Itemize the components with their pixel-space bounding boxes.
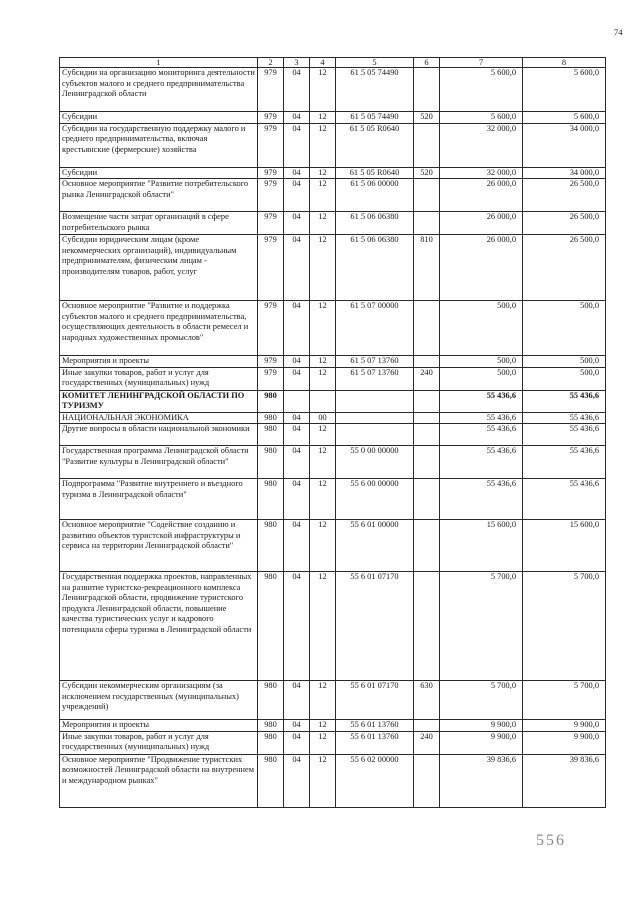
ved-cell: 980 — [258, 479, 284, 520]
pr-cell: 12 — [310, 720, 336, 732]
ved-cell: 980 — [258, 754, 284, 807]
vr-cell — [414, 572, 440, 681]
sum-2018-cell: 34 000,0 — [523, 123, 606, 167]
vr-cell — [414, 123, 440, 167]
sum-2017-cell: 32 000,0 — [440, 167, 523, 179]
csr-cell: 55 0 00 00000 — [336, 446, 414, 479]
sum-2017-cell: 26 000,0 — [440, 212, 523, 235]
sum-2017-cell: 500,0 — [440, 301, 523, 356]
table-row — [60, 212, 606, 235]
page-number: 74 — [614, 27, 623, 37]
sum-2018-cell: 5 600,0 — [523, 112, 606, 124]
sum-2017-cell: 500,0 — [440, 367, 523, 390]
sum-2017-cell: 55 436,6 — [440, 479, 523, 520]
rz-cell: 04 — [284, 123, 310, 167]
table-row — [60, 301, 606, 356]
header-cell: 3 — [284, 58, 310, 68]
row-name-cell: Государственная поддержка проектов, направленных на развитие туристско-рекреационного комплекса Ленинградской области, продвижение туристского продукта Ленинградской области, повышение качества туристических услуг и кадрового потенциала сферы туризма в Ленинградской области — [60, 572, 258, 681]
rz-cell: 04 — [284, 179, 310, 212]
ved-cell: 980 — [258, 681, 284, 720]
pr-cell: 12 — [310, 123, 336, 167]
sum-2017-cell: 39 836,6 — [440, 754, 523, 807]
vr-cell — [414, 68, 440, 112]
sum-2018-cell: 500,0 — [523, 301, 606, 356]
ved-cell: 979 — [258, 68, 284, 112]
csr-cell: 55 6 00 00000 — [336, 479, 414, 520]
header-cell: 4 — [310, 58, 336, 68]
ved-cell: 979 — [258, 167, 284, 179]
table-row — [60, 167, 606, 179]
table-row — [60, 68, 606, 112]
pr-cell: 12 — [310, 112, 336, 124]
sum-2017-cell: 26 000,0 — [440, 179, 523, 212]
sum-2017-cell: 55 436,6 — [440, 390, 523, 412]
vr-cell — [414, 412, 440, 424]
table-row — [60, 123, 606, 167]
csr-cell: 61 5 05 74490 — [336, 112, 414, 124]
sum-2017-cell: 15 600,0 — [440, 520, 523, 572]
sum-2018-cell: 39 836,6 — [523, 754, 606, 807]
header-cell: 1 — [60, 58, 258, 68]
row-name-cell: Субсидии на организацию мониторинга деятельности субъектов малого и среднего предпринимательства Ленинградской области — [60, 68, 258, 112]
csr-cell: 55 6 01 13760 — [336, 731, 414, 754]
vr-cell — [414, 720, 440, 732]
table-row — [60, 367, 606, 390]
ved-cell: 979 — [258, 235, 284, 301]
csr-cell: 55 6 01 07170 — [336, 572, 414, 681]
csr-cell: 61 5 06 06380 — [336, 212, 414, 235]
csr-cell: 55 6 01 00000 — [336, 520, 414, 572]
row-name-cell: Мероприятия и проекты — [60, 720, 258, 732]
csr-cell: 61 5 07 00000 — [336, 301, 414, 356]
rz-cell: 04 — [284, 720, 310, 732]
sum-2017-cell: 5 700,0 — [440, 681, 523, 720]
rz-cell: 04 — [284, 446, 310, 479]
rz-cell: 04 — [284, 235, 310, 301]
sum-2018-cell: 55 436,6 — [523, 446, 606, 479]
pr-cell: 12 — [310, 520, 336, 572]
header-cell: 5 — [336, 58, 414, 68]
sum-2018-cell: 26 500,0 — [523, 235, 606, 301]
vr-cell — [414, 356, 440, 368]
sum-2017-cell: 55 436,6 — [440, 446, 523, 479]
table-row — [60, 681, 606, 720]
sum-2017-cell: 26 000,0 — [440, 235, 523, 301]
rz-cell: 04 — [284, 68, 310, 112]
row-name-cell: Другие вопросы в области национальной экономики — [60, 424, 258, 446]
vr-cell — [414, 390, 440, 412]
header-cell: 6 — [414, 58, 440, 68]
rz-cell: 04 — [284, 356, 310, 368]
rz-cell — [284, 390, 310, 412]
pr-cell: 12 — [310, 754, 336, 807]
header-cell: 7 — [440, 58, 523, 68]
ved-cell: 980 — [258, 572, 284, 681]
row-name-cell: НАЦИОНАЛЬНАЯ ЭКОНОМИКА — [60, 412, 258, 424]
pr-cell: 12 — [310, 167, 336, 179]
ved-cell: 980 — [258, 390, 284, 412]
table-row — [60, 112, 606, 124]
sum-2017-cell: 5 600,0 — [440, 112, 523, 124]
csr-cell — [336, 412, 414, 424]
rz-cell: 04 — [284, 412, 310, 424]
csr-cell: 61 5 06 00000 — [336, 179, 414, 212]
row-name-cell: Государственная программа Ленинградской области "Развитие культуры в Ленинградской области" — [60, 446, 258, 479]
ved-cell: 980 — [258, 731, 284, 754]
pr-cell — [310, 390, 336, 412]
table-row — [60, 754, 606, 807]
pr-cell: 12 — [310, 681, 336, 720]
vr-cell: 630 — [414, 681, 440, 720]
pr-cell: 12 — [310, 235, 336, 301]
rz-cell: 04 — [284, 424, 310, 446]
table-row — [60, 412, 606, 424]
rz-cell: 04 — [284, 301, 310, 356]
ved-cell: 979 — [258, 212, 284, 235]
ved-cell: 979 — [258, 356, 284, 368]
row-name-cell: КОМИТЕТ ЛЕНИНГРАДСКОЙ ОБЛАСТИ ПО ТУРИЗМУ — [60, 390, 258, 412]
table-row — [60, 731, 606, 754]
row-name-cell: Субсидии — [60, 167, 258, 179]
table-row — [60, 179, 606, 212]
vr-cell: 520 — [414, 112, 440, 124]
pr-cell: 12 — [310, 68, 336, 112]
table-row — [60, 390, 606, 412]
vr-cell: 520 — [414, 167, 440, 179]
ved-cell: 979 — [258, 123, 284, 167]
sum-2017-cell: 55 436,6 — [440, 424, 523, 446]
row-name-cell: Основное мероприятие "Развитие и поддержка субъектов малого и среднего предпринимательства, осуществляющих деятельность в области ремесел и народных художественных промыслов" — [60, 301, 258, 356]
csr-cell — [336, 424, 414, 446]
pr-cell: 12 — [310, 356, 336, 368]
row-name-cell: Субсидии некоммерческим организациям (за исключением государственных (муниципальных) учреждений) — [60, 681, 258, 720]
table-row — [60, 356, 606, 368]
vr-cell — [414, 754, 440, 807]
budget-table — [59, 57, 606, 808]
rz-cell: 04 — [284, 754, 310, 807]
table-row — [60, 235, 606, 301]
vr-cell — [414, 446, 440, 479]
vr-cell: 240 — [414, 367, 440, 390]
ved-cell: 979 — [258, 301, 284, 356]
vr-cell — [414, 301, 440, 356]
pr-cell: 12 — [310, 367, 336, 390]
sum-2018-cell: 500,0 — [523, 367, 606, 390]
sum-2018-cell: 5 600,0 — [523, 68, 606, 112]
vr-cell — [414, 479, 440, 520]
pr-cell: 12 — [310, 479, 336, 520]
footer-page-stamp: 556 — [536, 832, 566, 849]
sum-2017-cell: 5 600,0 — [440, 68, 523, 112]
row-name-cell: Подпрограмма "Развитие внутреннего и въездного туризма в Ленинградской области" — [60, 479, 258, 520]
table-row — [60, 720, 606, 732]
row-name-cell: Субсидии юридическим лицам (кроме некоммерческих организаций), индивидуальным предпринимателям, физическим лицам - производителям товаров, работ, услуг — [60, 235, 258, 301]
sum-2018-cell: 9 900,0 — [523, 720, 606, 732]
sum-2018-cell: 55 436,6 — [523, 424, 606, 446]
csr-cell: 61 5 05 R0640 — [336, 123, 414, 167]
sum-2017-cell: 55 436,6 — [440, 412, 523, 424]
rz-cell: 04 — [284, 731, 310, 754]
table-row — [60, 479, 606, 520]
sum-2018-cell: 34 000,0 — [523, 167, 606, 179]
row-name-cell: Субсидии — [60, 112, 258, 124]
sum-2018-cell: 26 500,0 — [523, 179, 606, 212]
sum-2018-cell: 15 600,0 — [523, 520, 606, 572]
row-name-cell: Иные закупки товаров, работ и услуг для государственных (муниципальных) нужд — [60, 731, 258, 754]
pr-cell: 12 — [310, 301, 336, 356]
table-row — [60, 424, 606, 446]
rz-cell: 04 — [284, 479, 310, 520]
csr-cell: 61 5 06 06380 — [336, 235, 414, 301]
ved-cell: 980 — [258, 520, 284, 572]
sum-2017-cell: 5 700,0 — [440, 572, 523, 681]
table-body — [60, 68, 606, 808]
row-name-cell: Иные закупки товаров, работ и услуг для государственных (муниципальных) нужд — [60, 367, 258, 390]
table-row — [60, 572, 606, 681]
row-name-cell: Субсидии на государственную поддержку малого и среднего предпринимательства, включая крестьянские (фермерские) хозяйства — [60, 123, 258, 167]
csr-cell: 55 6 02 00000 — [336, 754, 414, 807]
ved-cell: 979 — [258, 112, 284, 124]
csr-cell: 61 5 07 13760 — [336, 367, 414, 390]
header-cell: 2 — [258, 58, 284, 68]
table-header — [60, 58, 606, 68]
sum-2018-cell: 26 500,0 — [523, 212, 606, 235]
rz-cell: 04 — [284, 572, 310, 681]
vr-cell: 240 — [414, 731, 440, 754]
vr-cell — [414, 212, 440, 235]
pr-cell: 00 — [310, 412, 336, 424]
ved-cell: 979 — [258, 367, 284, 390]
ved-cell: 980 — [258, 720, 284, 732]
header-row — [60, 58, 606, 68]
rz-cell: 04 — [284, 112, 310, 124]
vr-cell: 810 — [414, 235, 440, 301]
row-name-cell: Основное мероприятие "Развитие потребительского рынка Ленинградской области" — [60, 179, 258, 212]
row-name-cell: Основное мероприятие "Содействие созданию и развитию объектов туристской инфраструктуры и сервиса на территории Ленинградской области" — [60, 520, 258, 572]
vr-cell — [414, 179, 440, 212]
ved-cell: 980 — [258, 446, 284, 479]
rz-cell: 04 — [284, 681, 310, 720]
sum-2017-cell: 32 000,0 — [440, 123, 523, 167]
table-row — [60, 520, 606, 572]
pr-cell: 12 — [310, 572, 336, 681]
sum-2017-cell: 500,0 — [440, 356, 523, 368]
ved-cell: 980 — [258, 424, 284, 446]
sum-2018-cell: 55 436,6 — [523, 479, 606, 520]
sum-2018-cell: 55 436,6 — [523, 390, 606, 412]
pr-cell: 12 — [310, 212, 336, 235]
sum-2017-cell: 9 900,0 — [440, 731, 523, 754]
sum-2018-cell: 9 900,0 — [523, 731, 606, 754]
pr-cell: 12 — [310, 179, 336, 212]
csr-cell: 55 6 01 13760 — [336, 720, 414, 732]
csr-cell: 61 5 05 R0640 — [336, 167, 414, 179]
pr-cell: 12 — [310, 424, 336, 446]
sum-2017-cell: 9 900,0 — [440, 720, 523, 732]
pr-cell: 12 — [310, 446, 336, 479]
rz-cell: 04 — [284, 212, 310, 235]
csr-cell — [336, 390, 414, 412]
row-name-cell: Мероприятия и проекты — [60, 356, 258, 368]
ved-cell: 979 — [258, 179, 284, 212]
sum-2018-cell: 5 700,0 — [523, 572, 606, 681]
header-cell: 8 — [523, 58, 606, 68]
csr-cell: 55 6 01 07170 — [336, 681, 414, 720]
pr-cell: 12 — [310, 731, 336, 754]
sum-2018-cell: 500,0 — [523, 356, 606, 368]
csr-cell: 61 5 05 74490 — [336, 68, 414, 112]
sum-2018-cell: 5 700,0 — [523, 681, 606, 720]
vr-cell — [414, 520, 440, 572]
vr-cell — [414, 424, 440, 446]
table-row — [60, 446, 606, 479]
row-name-cell: Основное мероприятие "Продвижение туристских возможностей Ленинградской области на внутреннем и международном рынках" — [60, 754, 258, 807]
rz-cell: 04 — [284, 167, 310, 179]
row-name-cell: Возмещение части затрат организаций в сфере потребительского рынка — [60, 212, 258, 235]
sum-2018-cell: 55 436,6 — [523, 412, 606, 424]
rz-cell: 04 — [284, 520, 310, 572]
csr-cell: 61 5 07 13760 — [336, 356, 414, 368]
ved-cell: 980 — [258, 412, 284, 424]
rz-cell: 04 — [284, 367, 310, 390]
